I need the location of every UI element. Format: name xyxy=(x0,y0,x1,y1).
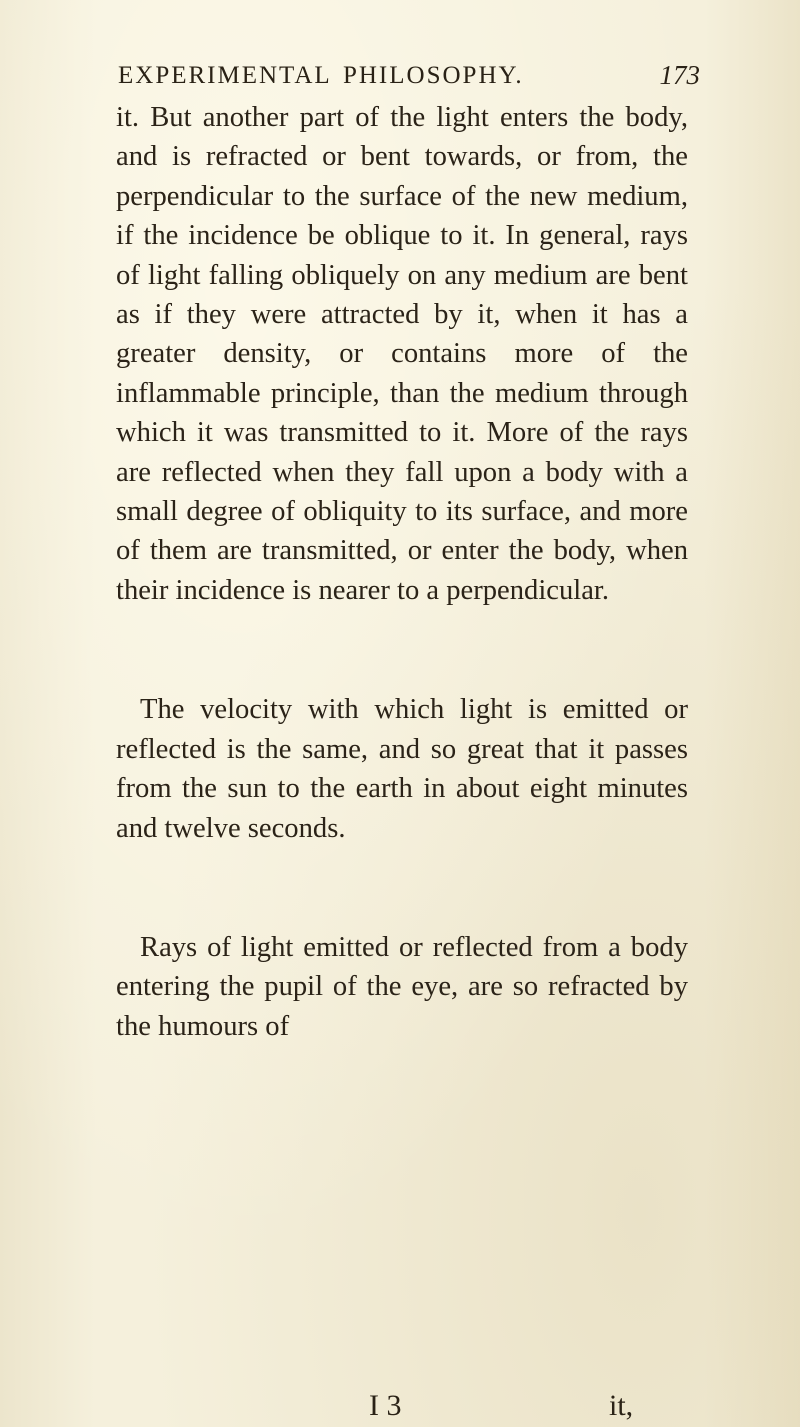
running-title: EXPERIMENTAL PHILOSOPHY. xyxy=(118,62,524,89)
paragraph-refraction: it. But another part of the light enters the body, and is refracted or bent towards, or from, the perpendicular to the surface of the new medium, if the incidence be oblique to it. In general, rays of light falling obliquely on any medium are bent as if they were attracted by it, when it has a greater density, or contains more of the inflammable principle, than the medium through which it was transmitted to it. More of the rays are reflected when they fall upon a body with a small degree of obliquity to its surface, and more of them are transmitted, or enter the body, when their incidence is nearer to a perpendicular. xyxy=(116,102,688,606)
signature-mark: I 3 xyxy=(369,1389,402,1422)
body-text xyxy=(116,98,688,1046)
catchline xyxy=(116,1389,688,1423)
running-head xyxy=(118,62,700,96)
paragraph-velocity: The velocity with which light is emitted or reflected is the same, and so great that it passes from the sun to the earth in about eight minutes and twelve seconds. xyxy=(116,694,688,844)
catchword: it, xyxy=(609,1389,634,1422)
paragraph-rays-pupil: Rays of light emitted or reflected from a body entering the pupil of the eye, are so refracted by the humours of xyxy=(116,931,688,1042)
page-number: 173 xyxy=(659,60,700,90)
